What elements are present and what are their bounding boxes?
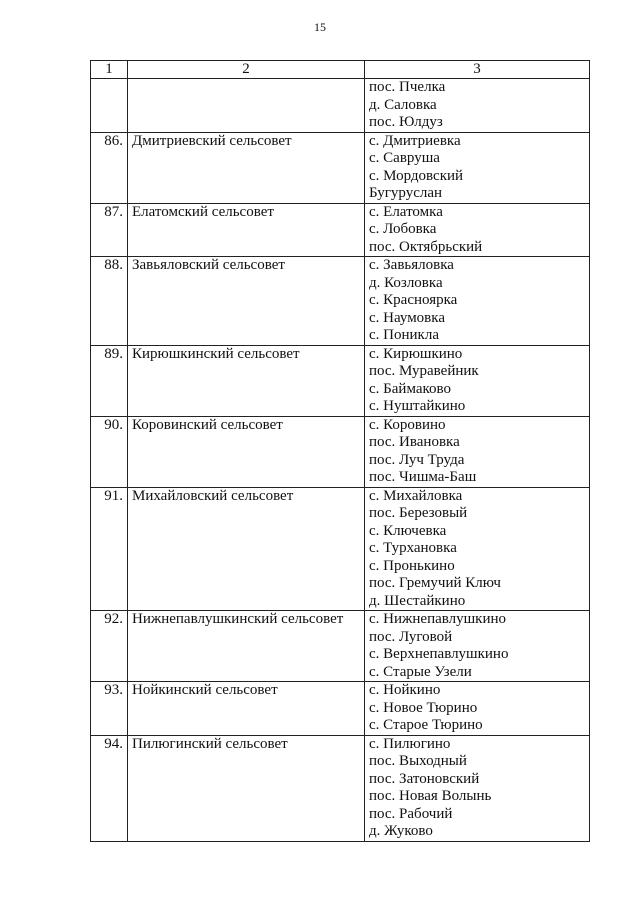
council-name: Нойкинский сельсовет [128,682,365,736]
council-name: Коровинский сельсовет [128,416,365,487]
settlement-name: пос. Октябрьский [369,238,483,255]
settlement-name: д. Жуково [369,823,433,839]
settlement-name: пос. Березовый [369,505,468,521]
settlement-name: пос. Гремучий Ключ [369,575,501,591]
table-row [91,257,590,346]
settlement-name: с. Дмитриевка [369,132,461,149]
row-number: 88. [91,257,128,346]
settlements-cell [365,203,590,257]
settlement-name: с. Турхановка [369,540,457,556]
row-number: 93. [91,682,128,736]
settlement-name: д. Козловка [369,274,443,291]
council-name: Пилюгинский сельсовет [128,735,365,841]
row-number: 92. [91,611,128,682]
settlement-name: пос. Муравейник [369,363,479,379]
settlement-name: с. Нойкино [369,682,441,698]
settlement-name: пос. Выходный [369,753,467,769]
settlement-name: с. Поникла [369,327,439,343]
settlements-cell [365,345,590,416]
settlement-name: пос. Луч Труда [369,451,465,468]
settlements-cell [365,735,590,841]
settlement-name: с. Савруша [369,150,440,166]
settlements-cell [365,682,590,736]
settlement-name: с. Новое Тюрино [369,699,478,716]
settlement-name: пос. Новая Волынь [369,788,492,804]
table-row [91,611,590,682]
settlement-name: с. Коровино [369,416,446,433]
settlement-name: с. Нижнепавлушкино [369,611,507,627]
settlement-name: с. Завьяловка [369,257,454,273]
settlement-name: пос. Луговой [369,628,453,645]
row-number: 94. [91,735,128,841]
settlements-cell [365,132,590,203]
settlements-cell [365,487,590,611]
settlement-name: Бугуруслан [369,185,443,201]
table-body [91,79,590,842]
row-number [91,79,128,133]
table-row [91,735,590,841]
settlements-cell [365,611,590,682]
council-name: Нижнепавлушкинский сельсовет [128,611,365,682]
settlements-cell [365,416,590,487]
council-name: Завьяловский сельсовет [128,257,365,346]
settlement-name: с. Ключевка [369,522,447,539]
table-row [91,203,590,257]
settlement-name: с. Старое Тюрино [369,717,483,733]
settlement-name: с. Пилюгино [369,735,451,752]
council-name: Елатомский сельсовет [128,203,365,257]
settlement-name: пос. Затоновский [369,770,480,787]
column-header-1: 1 [91,61,128,79]
settlement-name: пос. Юлдуз [369,114,443,130]
settlement-name: с. Лобовка [369,221,437,237]
column-header-2: 2 [128,61,365,79]
row-number: 91. [91,487,128,611]
settlement-name: д. Шестайкино [369,592,466,609]
settlement-name: с. Мордовский [369,167,464,184]
row-number: 89. [91,345,128,416]
table-header-row [91,61,590,79]
row-number: 86. [91,132,128,203]
council-name: Михайловский сельсовет [128,487,365,611]
council-name [128,79,365,133]
council-name: Кирюшкинский сельсовет [128,345,365,416]
row-number: 87. [91,203,128,257]
council-name: Дмитриевский сельсовет [128,132,365,203]
settlement-name: с. Верхнепавлушкино [369,646,509,662]
settlement-name: с. Нуштайкино [369,398,466,414]
settlement-name: пос. Пчелка [369,79,446,95]
row-number: 90. [91,416,128,487]
settlements-table [90,60,590,842]
table-row [91,682,590,736]
table-row [91,487,590,611]
settlement-name: с. Старые Узели [369,663,472,680]
settlement-name: с. Пронькино [369,557,455,574]
settlement-name: пос. Чишма-Баш [369,469,477,485]
settlements-cell [365,79,590,133]
settlement-name: с. Красноярка [369,292,458,308]
settlement-name: с. Баймаково [369,380,452,397]
settlements-cell [365,257,590,346]
column-header-3: 3 [365,61,590,79]
settlement-name: с. Наумовка [369,309,445,326]
table-row [91,416,590,487]
settlement-name: с. Михайловка [369,487,463,504]
settlement-name: пос. Рабочий [369,805,453,822]
settlement-name: д. Саловка [369,96,437,113]
settlement-name: с. Елатомка [369,203,443,220]
settlement-name: пос. Ивановка [369,434,460,450]
table-row [91,79,590,133]
table-row [91,132,590,203]
table-row [91,345,590,416]
page-number: 15 [314,20,326,34]
settlement-name: с. Кирюшкино [369,345,463,362]
